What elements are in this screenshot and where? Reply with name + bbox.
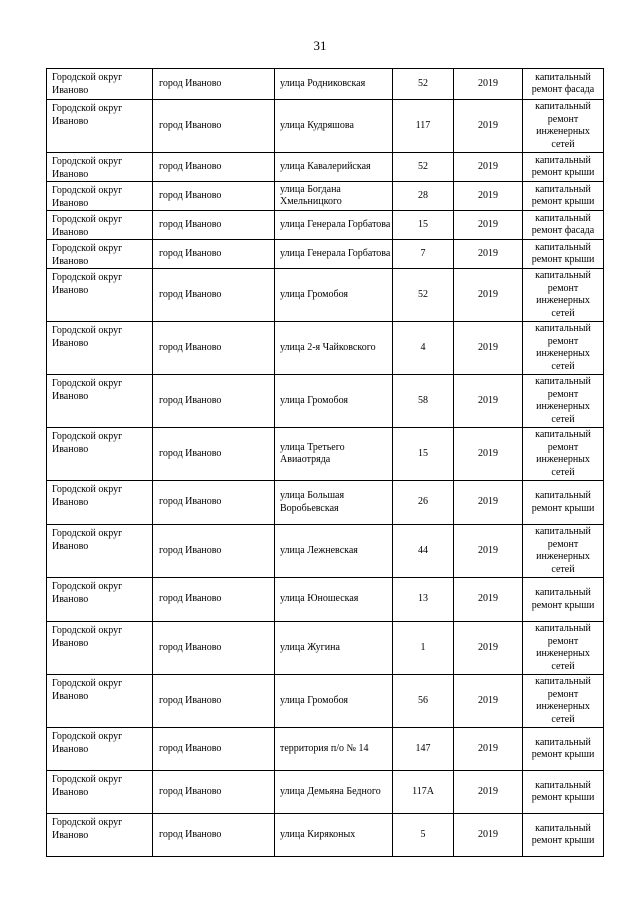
city-cell: город Иваново [153,375,275,428]
year-cell: 2019 [454,100,523,153]
city-cell: город Иваново [153,428,275,481]
year-cell: 2019 [454,525,523,578]
work-type-cell: капитальный ремонт фасада [523,211,604,240]
work-type-cell: капитальный ремонт крыши [523,481,604,525]
work-type-cell: капитальный ремонт фасада [523,69,604,100]
year-cell: 2019 [454,322,523,375]
year-cell: 2019 [454,211,523,240]
house-cell: 117А [393,771,454,814]
house-cell: 147 [393,728,454,771]
okrug-cell: Городской округ Иваново [47,269,153,322]
house-cell: 1 [393,622,454,675]
city-cell: город Иваново [153,240,275,269]
work-type-cell: капитальный ремонт крыши [523,728,604,771]
table-row [47,211,604,240]
house-cell: 26 [393,481,454,525]
okrug-cell: Городской округ Иваново [47,771,153,814]
table-row [47,322,604,375]
work-type-cell: капитальный ремонт крыши [523,771,604,814]
year-cell: 2019 [454,375,523,428]
city-cell: город Иваново [153,525,275,578]
okrug-cell: Городской округ Иваново [47,100,153,153]
year-cell: 2019 [454,269,523,322]
year-cell: 2019 [454,69,523,100]
house-cell: 52 [393,269,454,322]
house-cell: 52 [393,153,454,182]
work-type-cell: капитальный ремонт крыши [523,240,604,269]
city-cell: город Иваново [153,153,275,182]
house-cell: 13 [393,578,454,622]
okrug-cell: Городской округ Иваново [47,578,153,622]
okrug-cell: Городской округ Иваново [47,375,153,428]
work-type-cell: капитальный ремонт крыши [523,182,604,211]
year-cell: 2019 [454,728,523,771]
year-cell: 2019 [454,771,523,814]
table-row [47,182,604,211]
work-type-cell: капитальный ремонт инженерных сетей [523,100,604,153]
work-type-cell: капитальный ремонт инженерных сетей [523,525,604,578]
city-cell: город Иваново [153,675,275,728]
house-cell: 4 [393,322,454,375]
street-cell: улица Кавалерийская [275,153,393,182]
table-row [47,100,604,153]
house-cell: 15 [393,428,454,481]
street-cell: улица Громобоя [275,675,393,728]
table-row [47,481,604,525]
street-cell: улица Генерала Горбатова [275,240,393,269]
street-cell: улица Третьего Авиаотряда [275,428,393,481]
city-cell: город Иваново [153,481,275,525]
city-cell: город Иваново [153,211,275,240]
street-cell: улица Юношеская [275,578,393,622]
table-row [47,525,604,578]
table-row [47,675,604,728]
city-cell: город Иваново [153,182,275,211]
table-row [47,375,604,428]
house-cell: 7 [393,240,454,269]
street-cell: улица 2-я Чайковского [275,322,393,375]
table-row [47,269,604,322]
city-cell: город Иваново [153,814,275,857]
year-cell: 2019 [454,182,523,211]
year-cell: 2019 [454,428,523,481]
work-type-cell: капитальный ремонт инженерных сетей [523,322,604,375]
year-cell: 2019 [454,622,523,675]
street-cell: улица Громобоя [275,375,393,428]
house-cell: 44 [393,525,454,578]
city-cell: город Иваново [153,100,275,153]
work-type-cell: капитальный ремонт инженерных сетей [523,269,604,322]
table-row [47,771,604,814]
house-cell: 58 [393,375,454,428]
work-type-cell: капитальный ремонт крыши [523,578,604,622]
street-cell: улица Богдана Хмельницкого [275,182,393,211]
okrug-cell: Городской округ Иваново [47,240,153,269]
house-cell: 15 [393,211,454,240]
okrug-cell: Городской округ Иваново [47,728,153,771]
year-cell: 2019 [454,240,523,269]
city-cell: город Иваново [153,578,275,622]
street-cell: улица Генерала Горбатова [275,211,393,240]
repair-registry-table [46,68,604,857]
year-cell: 2019 [454,814,523,857]
city-cell: город Иваново [153,771,275,814]
okrug-cell: Городской округ Иваново [47,525,153,578]
okrug-cell: Городской округ Иваново [47,481,153,525]
table-row [47,428,604,481]
street-cell: улица Жугина [275,622,393,675]
year-cell: 2019 [454,578,523,622]
street-cell: территория п/о № 14 [275,728,393,771]
house-cell: 52 [393,69,454,100]
okrug-cell: Городской округ Иваново [47,814,153,857]
work-type-cell: капитальный ремонт инженерных сетей [523,428,604,481]
table-row [47,153,604,182]
page-number: 31 [313,38,327,53]
street-cell: улица Демьяна Бедного [275,771,393,814]
table-row [47,728,604,771]
city-cell: город Иваново [153,622,275,675]
table-row [47,814,604,857]
okrug-cell: Городской округ Иваново [47,69,153,100]
house-cell: 56 [393,675,454,728]
table-row [47,622,604,675]
okrug-cell: Городской округ Иваново [47,153,153,182]
okrug-cell: Городской округ Иваново [47,322,153,375]
house-cell: 5 [393,814,454,857]
street-cell: улица Родниковская [275,69,393,100]
city-cell: город Иваново [153,322,275,375]
city-cell: город Иваново [153,69,275,100]
street-cell: улица Громобоя [275,269,393,322]
table-row [47,578,604,622]
okrug-cell: Городской округ Иваново [47,211,153,240]
work-type-cell: капитальный ремонт инженерных сетей [523,622,604,675]
city-cell: город Иваново [153,728,275,771]
year-cell: 2019 [454,481,523,525]
work-type-cell: капитальный ремонт инженерных сетей [523,375,604,428]
house-cell: 117 [393,100,454,153]
work-type-cell: капитальный ремонт крыши [523,814,604,857]
street-cell: улица Лежневская [275,525,393,578]
okrug-cell: Городской округ Иваново [47,675,153,728]
street-cell: улица Кудряшова [275,100,393,153]
street-cell: улица Большая Воробьевская [275,481,393,525]
table-row [47,240,604,269]
okrug-cell: Городской округ Иваново [47,428,153,481]
year-cell: 2019 [454,675,523,728]
okrug-cell: Городской округ Иваново [47,622,153,675]
city-cell: город Иваново [153,269,275,322]
street-cell: улица Киряконых [275,814,393,857]
year-cell: 2019 [454,153,523,182]
work-type-cell: капитальный ремонт инженерных сетей [523,675,604,728]
house-cell: 28 [393,182,454,211]
work-type-cell: капитальный ремонт крыши [523,153,604,182]
okrug-cell: Городской округ Иваново [47,182,153,211]
table-row [47,69,604,100]
